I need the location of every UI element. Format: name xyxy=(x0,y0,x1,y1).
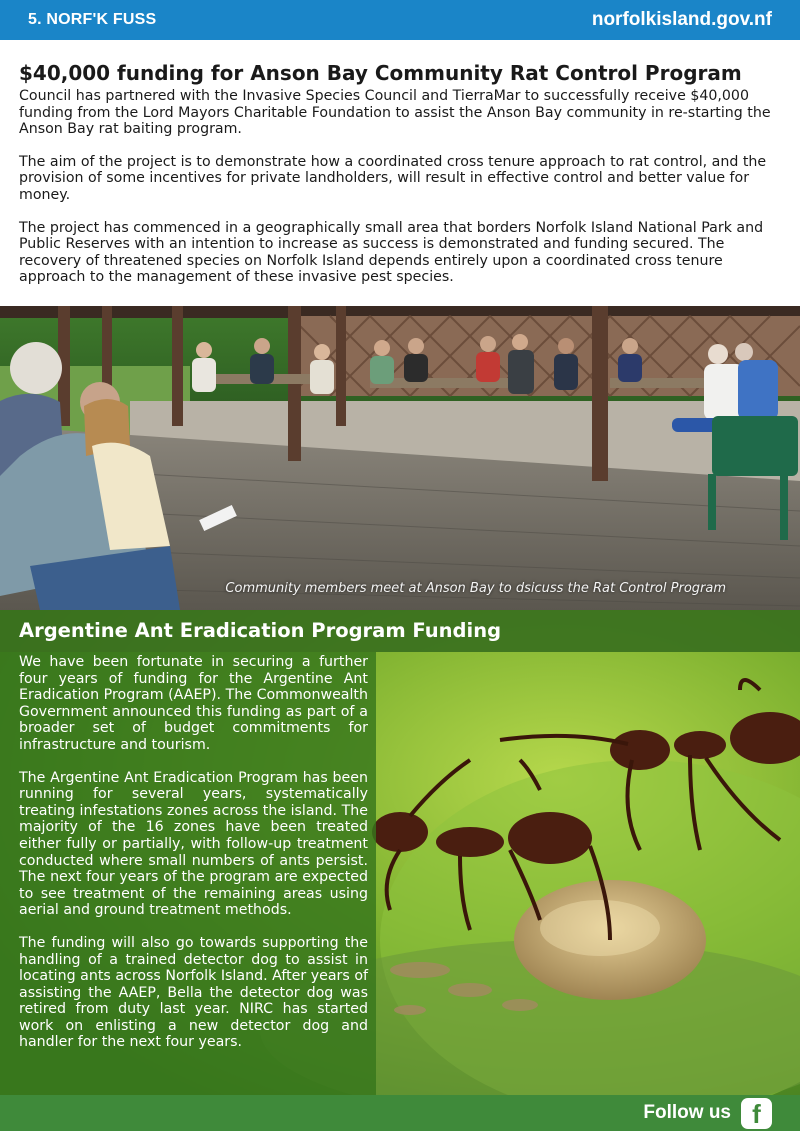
meeting-photo-caption: Community members meet at Anson Bay to dsicuss the Rat Control Program xyxy=(225,581,726,596)
ant-eradication-section xyxy=(0,610,800,1095)
community-meeting-photo xyxy=(0,306,800,610)
ant-eradication-paragraph-2: The Argentine Ant Eradication Program has been running for several years, systematically treating infestations zones across the island. The majority of the 16 zones have been treated either fully or partially, with follow-up treatment conducted where small numbers of ants persist. The next four years of the program are expected to see treatment of the remaining areas using aerial and ground treatment methods. xyxy=(19,769,368,919)
ant-eradication-title: Argentine Ant Eradication Program Funding xyxy=(19,619,502,642)
facebook-icon[interactable] xyxy=(741,1098,772,1129)
rat-control-title: $40,000 funding for Anson Bay Community Rat Control Program xyxy=(19,61,742,85)
ant-eradication-title-bar xyxy=(0,610,800,652)
ant-eradication-paragraph-3: The funding will also go towards supporting the handling of a trained detector dog to assist in locating ants across Norfolk Island. After years of assisting the AAEP, Bella the detector dog was retired from duty last year. NIRC has started work on enlisting a new detector dog and handler for the next four years. xyxy=(19,934,368,1051)
rat-control-paragraph-3: The project has commenced in a geographically small area that borders Norfolk Island National Park and Public Reserves with an intention to increase as success is demonstrated and funding secured. The recovery of threatened species on Norfolk Island depends entirely upon a coordinated cross tenure approach to the management of these invasive pest species. xyxy=(19,219,764,286)
section-label: 5. NORF'K FUSS xyxy=(28,11,157,28)
page-footer xyxy=(0,1095,800,1131)
rat-control-paragraph-1: Council has partnered with the Invasive Species Council and TierraMar to successfully receive $40,000 funding from the Lord Mayors Charitable Foundation to assist the Anson Bay community in re-starting the Anson Bay rat baiting program. xyxy=(19,88,771,138)
facebook-glyph: f xyxy=(752,1098,761,1129)
meeting-photo-illustration xyxy=(0,306,800,610)
page-header xyxy=(0,0,800,40)
rat-control-paragraph-2: The aim of the project is to demonstrate how a coordinated cross tenure approach to rat control, and the provision of some incentives for private landholders, will result in effective control and better value for money. xyxy=(19,153,767,203)
rat-control-article xyxy=(19,60,779,302)
ant-eradication-text-panel xyxy=(0,652,376,1095)
ant-eradication-paragraph-1: We have been fortunate in securing a further four years of funding for the Argentine Ant Eradication Program (AAEP). The Commonwealth Government announced this funding as part of a broader set of budget commitments for infrastructure and tourism. xyxy=(19,654,368,753)
follow-us-label: Follow us xyxy=(643,1102,731,1123)
site-url-link[interactable]: norfolkisland.gov.nf xyxy=(591,9,772,30)
